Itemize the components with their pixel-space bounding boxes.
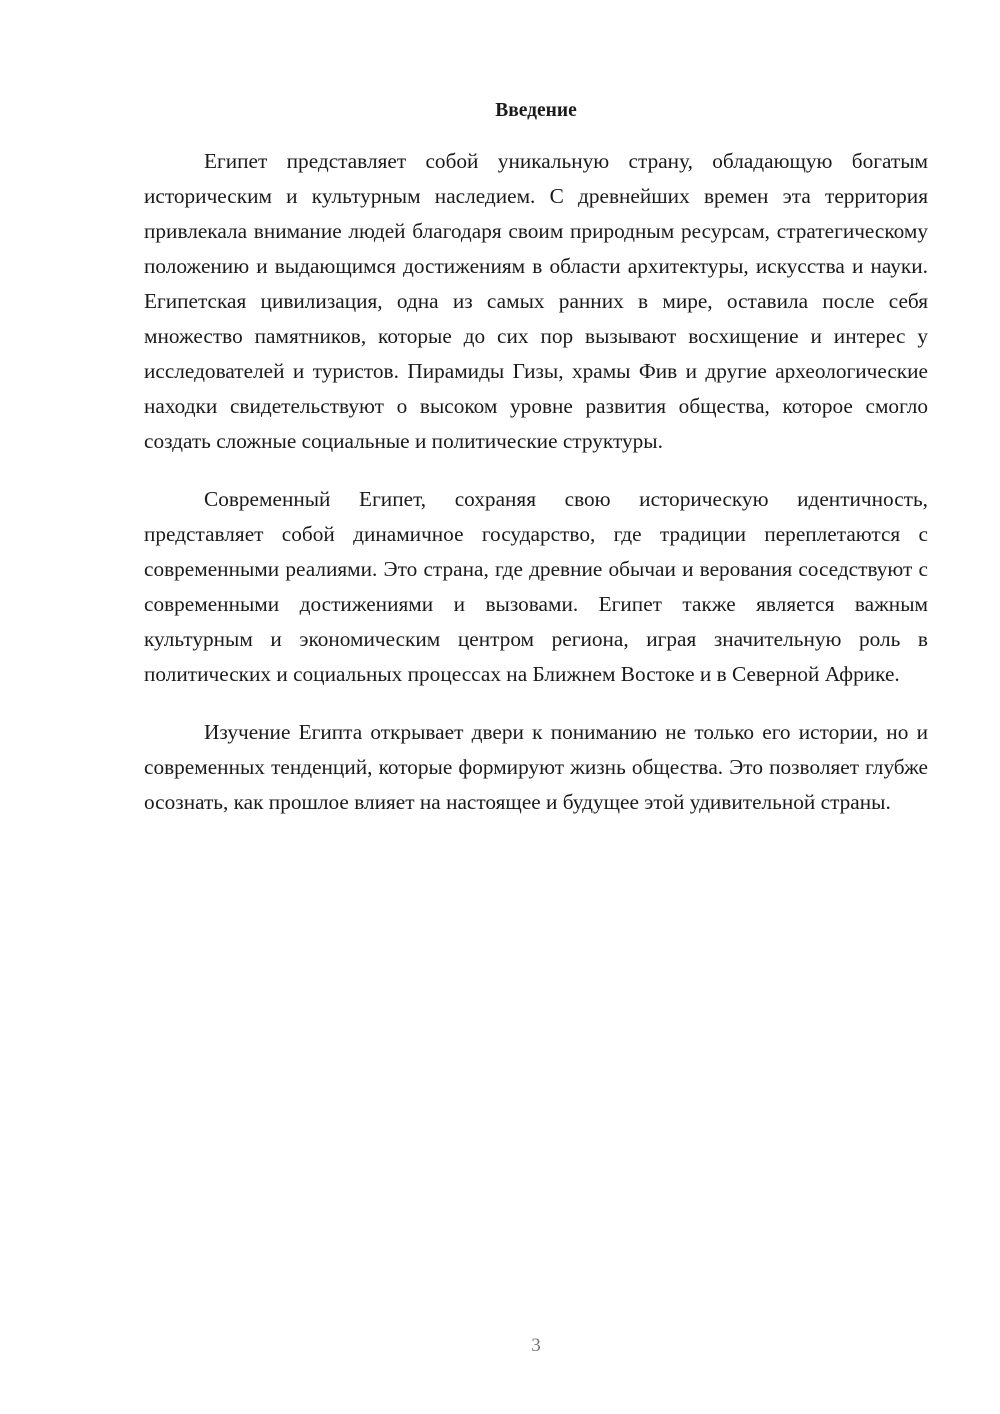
body-text (144, 144, 928, 843)
page-number: 3 (531, 1335, 541, 1356)
section-heading: Введение (495, 100, 577, 121)
paragraph-2: Современный Египет, сохраняя свою историческую идентичность, представляет собой динамичное государство, где традиции переплетаются с современными реалиями. Это страна, где древние обычаи и верования соседствуют с современными достижениями и вызовами. Египет также является важным культурным и экономическим центром региона, играя значительную роль в политических и социальных процессах на Ближнем Востоке и в Северной Африке. (144, 487, 928, 686)
paragraph-3: Изучение Египта открывает двери к пониманию не только его истории, но и современных тенденций, которые формируют жизнь общества. Это позволяет глубже осознать, как прошлое влияет на настоящее и будущее этой удивительной страны. (144, 720, 928, 814)
paragraph-1: Египет представляет собой уникальную страну, обладающую богатым историческим и культурным наследием. С древнейших времен эта территория привлекала внимание людей благодаря своим природным ресурсам, стратегическому положению и выдающимся достижениям в области архитектуры, искусства и науки. Египетская цивилизация, одна из самых ранних в мире, оставила после себя множество памятников, которые до сих пор вызывают восхищение и интерес у исследователей и туристов. Пирамиды Гизы, храмы Фив и другие археологические находки свидетельствуют о высоком уровне развития общества, которое смогло создать сложные социальные и политические структуры. (144, 149, 928, 453)
